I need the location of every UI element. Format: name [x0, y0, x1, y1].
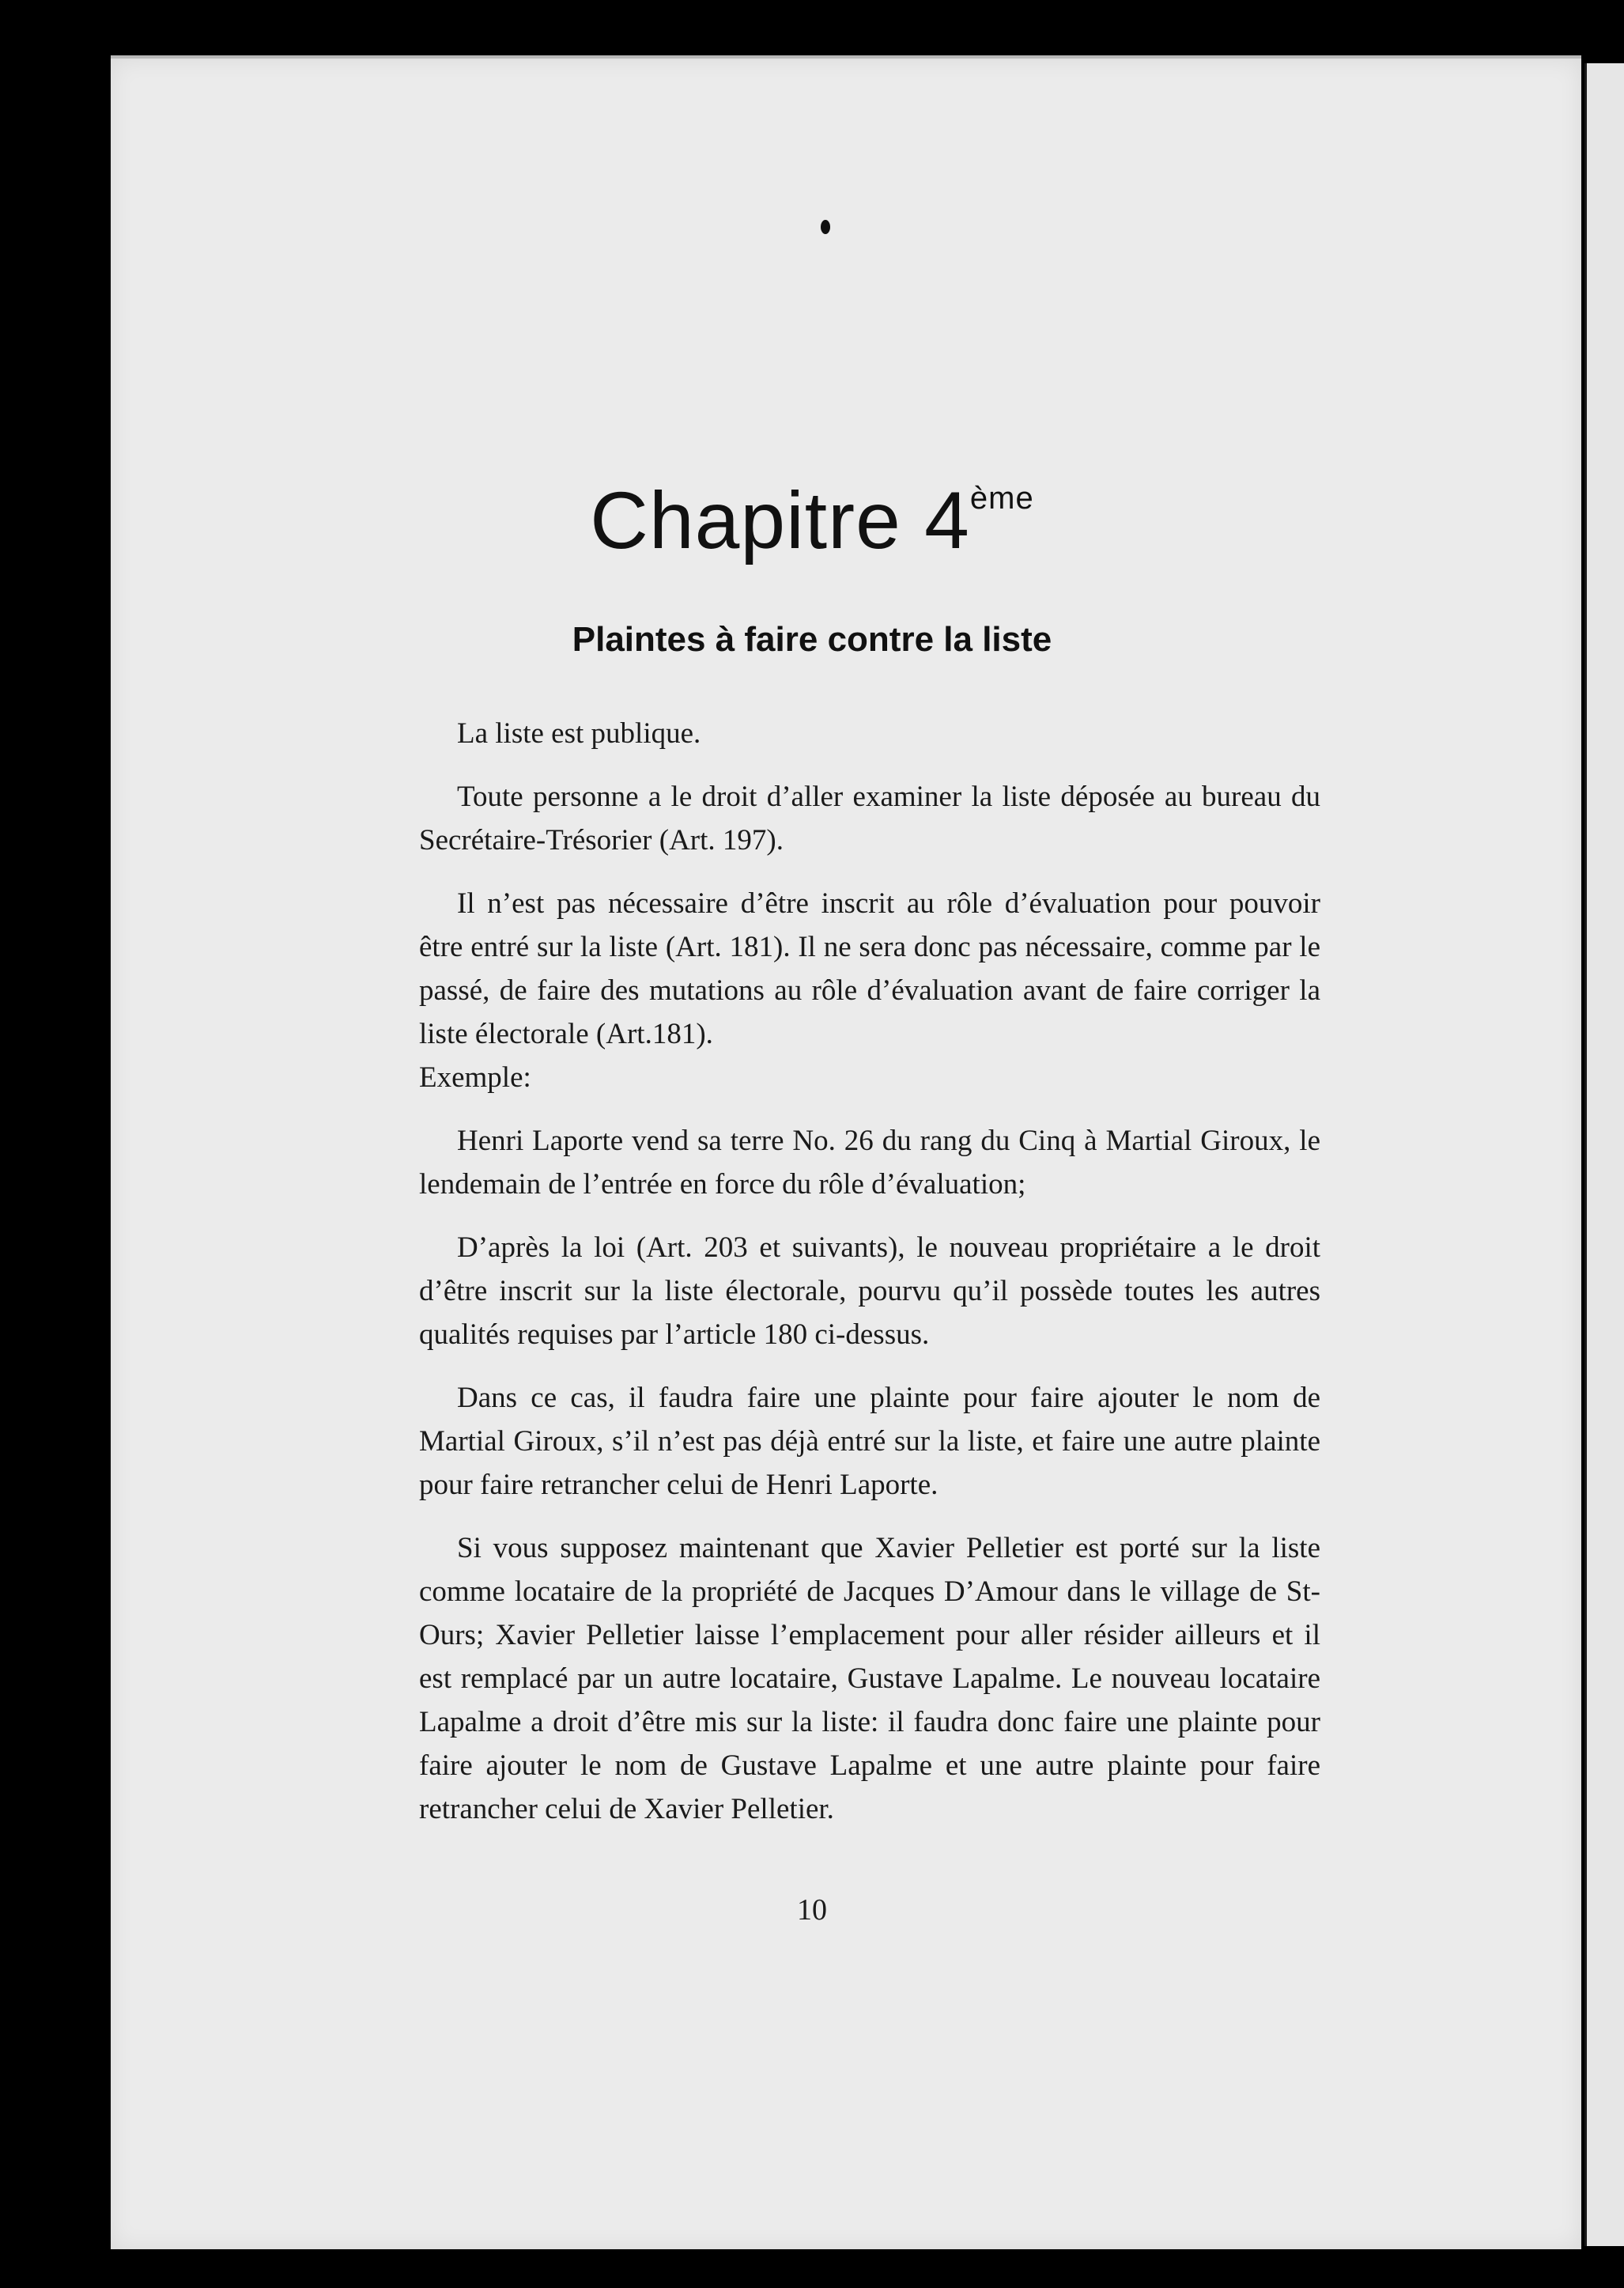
paragraph-8: Si vous supposez maintenant que Xavier Pelletier est porté sur la liste comme locataire de la propriété de Jacques D’Amour dans le village de St-Ours; Xavier Pelletier laisse l’emplacement pour aller résider ailleurs et il est remplacé par un autre locataire, Gustave Lapalme. Le nouveau locataire Lapalme a droit d’être mis sur la liste: il faudra donc faire une plainte pour faire ajouter le nom de Gustave Lapalme et une autre plainte pour faire retrancher celui de Xavier Pelletier. — [419, 1532, 1320, 1825]
page-number: 10 — [797, 1893, 827, 1927]
paragraph-1: La liste est publique. — [457, 717, 701, 750]
paragraph-6: D’après la loi (Art. 203 et suivants), le nouveau propriétaire a le droit d’être inscrit sur la liste électorale, pourvu qu’il possède toutes les autres qualités requises par l’article 180 ci-dessus. — [419, 1231, 1320, 1351]
paragraph-7: Dans ce cas, il faudra faire une plainte pour faire ajouter le nom de Martial Giroux, s’il n’est pas déjà entré sur la liste, et faire une autre plainte pour faire retrancher celui de Henri Laporte. — [419, 1382, 1320, 1501]
paragraph-5: Henri Laporte vend sa terre No. 26 du rang du Cinq à Martial Giroux, le lendemain de l’entrée en force du rôle d’évaluation; — [419, 1125, 1320, 1201]
body-text — [419, 712, 1320, 1851]
chapter-title — [0, 475, 1624, 567]
chapter-title-text: Chapitre 4 — [590, 475, 970, 565]
ink-dot — [821, 220, 830, 234]
paragraph-2: Toute personne a le droit d’aller examiner la liste déposée au bureau du Secrétaire-Trésorier (Art. 197). — [419, 781, 1320, 857]
chapter-title-superscript: ème — [969, 481, 1034, 516]
section-title: Plaintes à faire contre la liste — [572, 620, 1052, 659]
paragraph-example-label: Exemple: — [419, 1061, 531, 1094]
paragraph-3: Il n’est pas nécessaire d’être inscrit au rôle d’évaluation pour pouvoir être entré sur la liste (Art. 181). Il ne sera donc pas nécessaire, comme par le passé, de faire des mutations au rôle d’évaluation avant de faire corriger la liste électorale (Art.181). — [419, 887, 1320, 1050]
